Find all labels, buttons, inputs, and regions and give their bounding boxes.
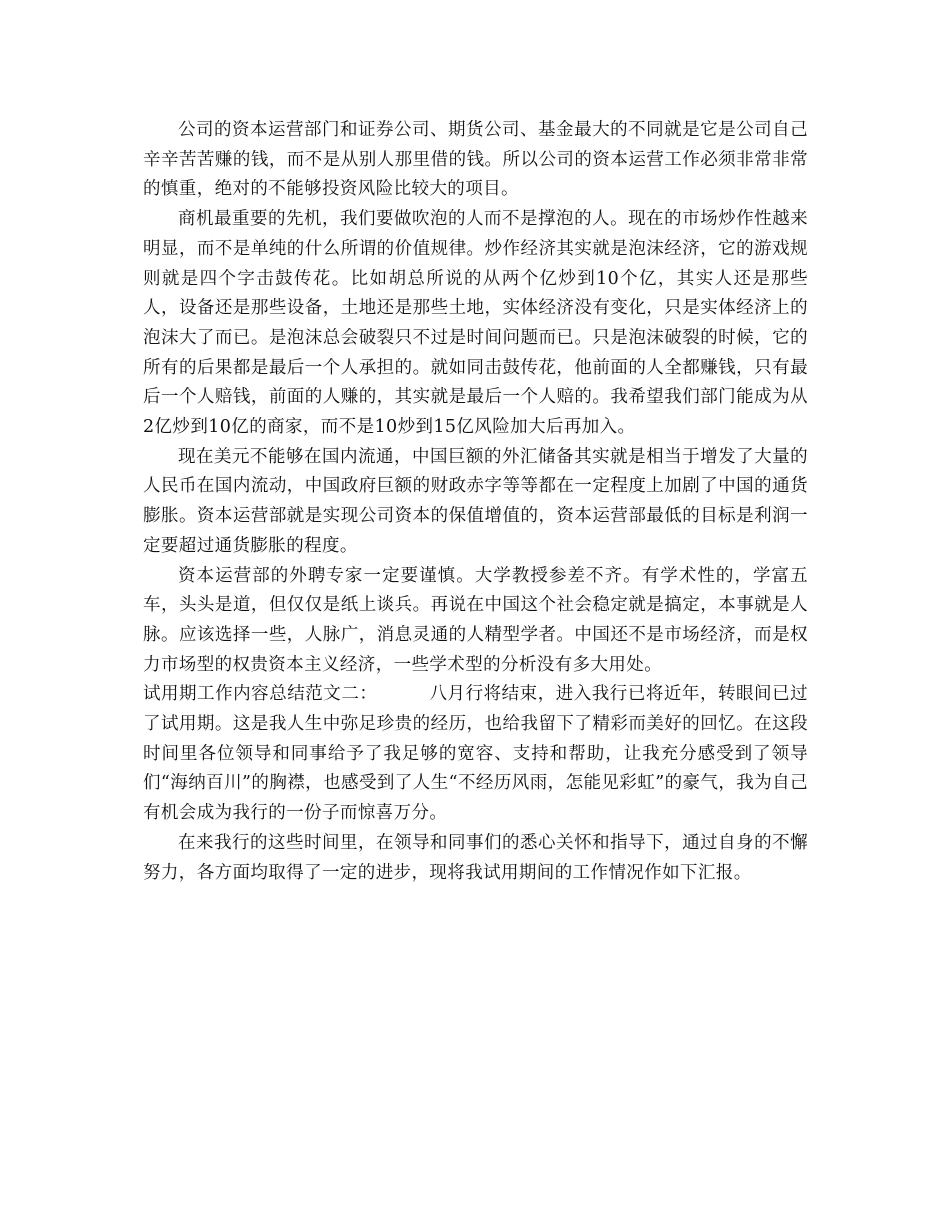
paragraph-closing: 在来我行的这些时间里，在领导和同事们的悉心关怀和指导下，通过自身的不懈努力，各方面均取得了一定的进步，现将我试用期间的工作情况作如下汇报。 xyxy=(143,832,808,883)
section-intro: 八月行将结束，进入我行已将近年，转眼间已过了试用期。这是我人生中弥足珍贵的经历，也给我留下了精彩而美好的回忆。在这段时间里各位领导和同事给予了我足够的宽容、支持和帮助，让我充分感受到了领导们“海纳百川”的胸襟，也感受到了人生“不经历风雨，怎能见彩虹”的豪气，我为自己有机会成为我行的一份子而惊喜万分。 xyxy=(143,684,809,824)
paragraph-external-experts: 资本运营部的外聘专家一定要谨慎。大学教授参差不齐。有学术性的，学富五车，头头是道，但仅仅是纸上谈兵。再说在中国这个社会稳定就是搞定，本事就是人脉。应该选择一些，人脉广，消息灵通的人精型学者。中国还不是市场经济，而是权力市场型的权贵资本主义经济，一些学术型的分析没有多大用处。 xyxy=(143,565,808,675)
paragraph-capital-operations: 公司的资本运营部门和证券公司、期货公司、基金最大的不同就是它是公司自己辛辛苦苦赚的钱，而不是从别人那里借的钱。所以公司的资本运营工作必须非常非常的慎重，绝对的不能够投资风险比较大的项目。 xyxy=(143,120,808,200)
section-heading: 试用期工作内容总结范文二： xyxy=(143,684,378,705)
document-body xyxy=(143,116,808,888)
paragraph-bubble-economy: 商机最重要的先机，我们要做吹泡的人而不是撑泡的人。现在的市场炒作性越来明显，而不是单纯的什么所谓的价值规律。炒作经济其实就是泡沫经济，它的游戏规则就是四个字击鼓传花。比如胡总所说的从两个亿炒到10个亿，其实人还是那些人，设备还是那些设备，土地还是那些土地，实体经济没有变化，只是实体经济上的泡沫大了而已。是泡沫总会破裂只不过是时间问题而已。只是泡沫破裂的时候，它的所有的后果都是最后一个人承担的。就如同击鼓传花，他前面的人全都赚钱，只有最后一个人赔钱，前面的人赚的，其实就是最后一个人赔的。我希望我们部门能成为从2亿炒到10亿的商家，而不是10炒到15亿风险加大后再加入。 xyxy=(143,209,808,438)
paragraph-inflation: 现在美元不能够在国内流通，中国巨额的外汇储备其实就是相当于增发了大量的人民币在国内流动，中国政府巨额的财政赤字等等都在一定程度上加剧了中国的通货膨胀。资本运营部就是实现公司资本的保值增值的，资本运营部最低的目标是利润一定要超过通货膨胀的程度。 xyxy=(143,446,808,556)
section-two-block xyxy=(143,680,808,829)
